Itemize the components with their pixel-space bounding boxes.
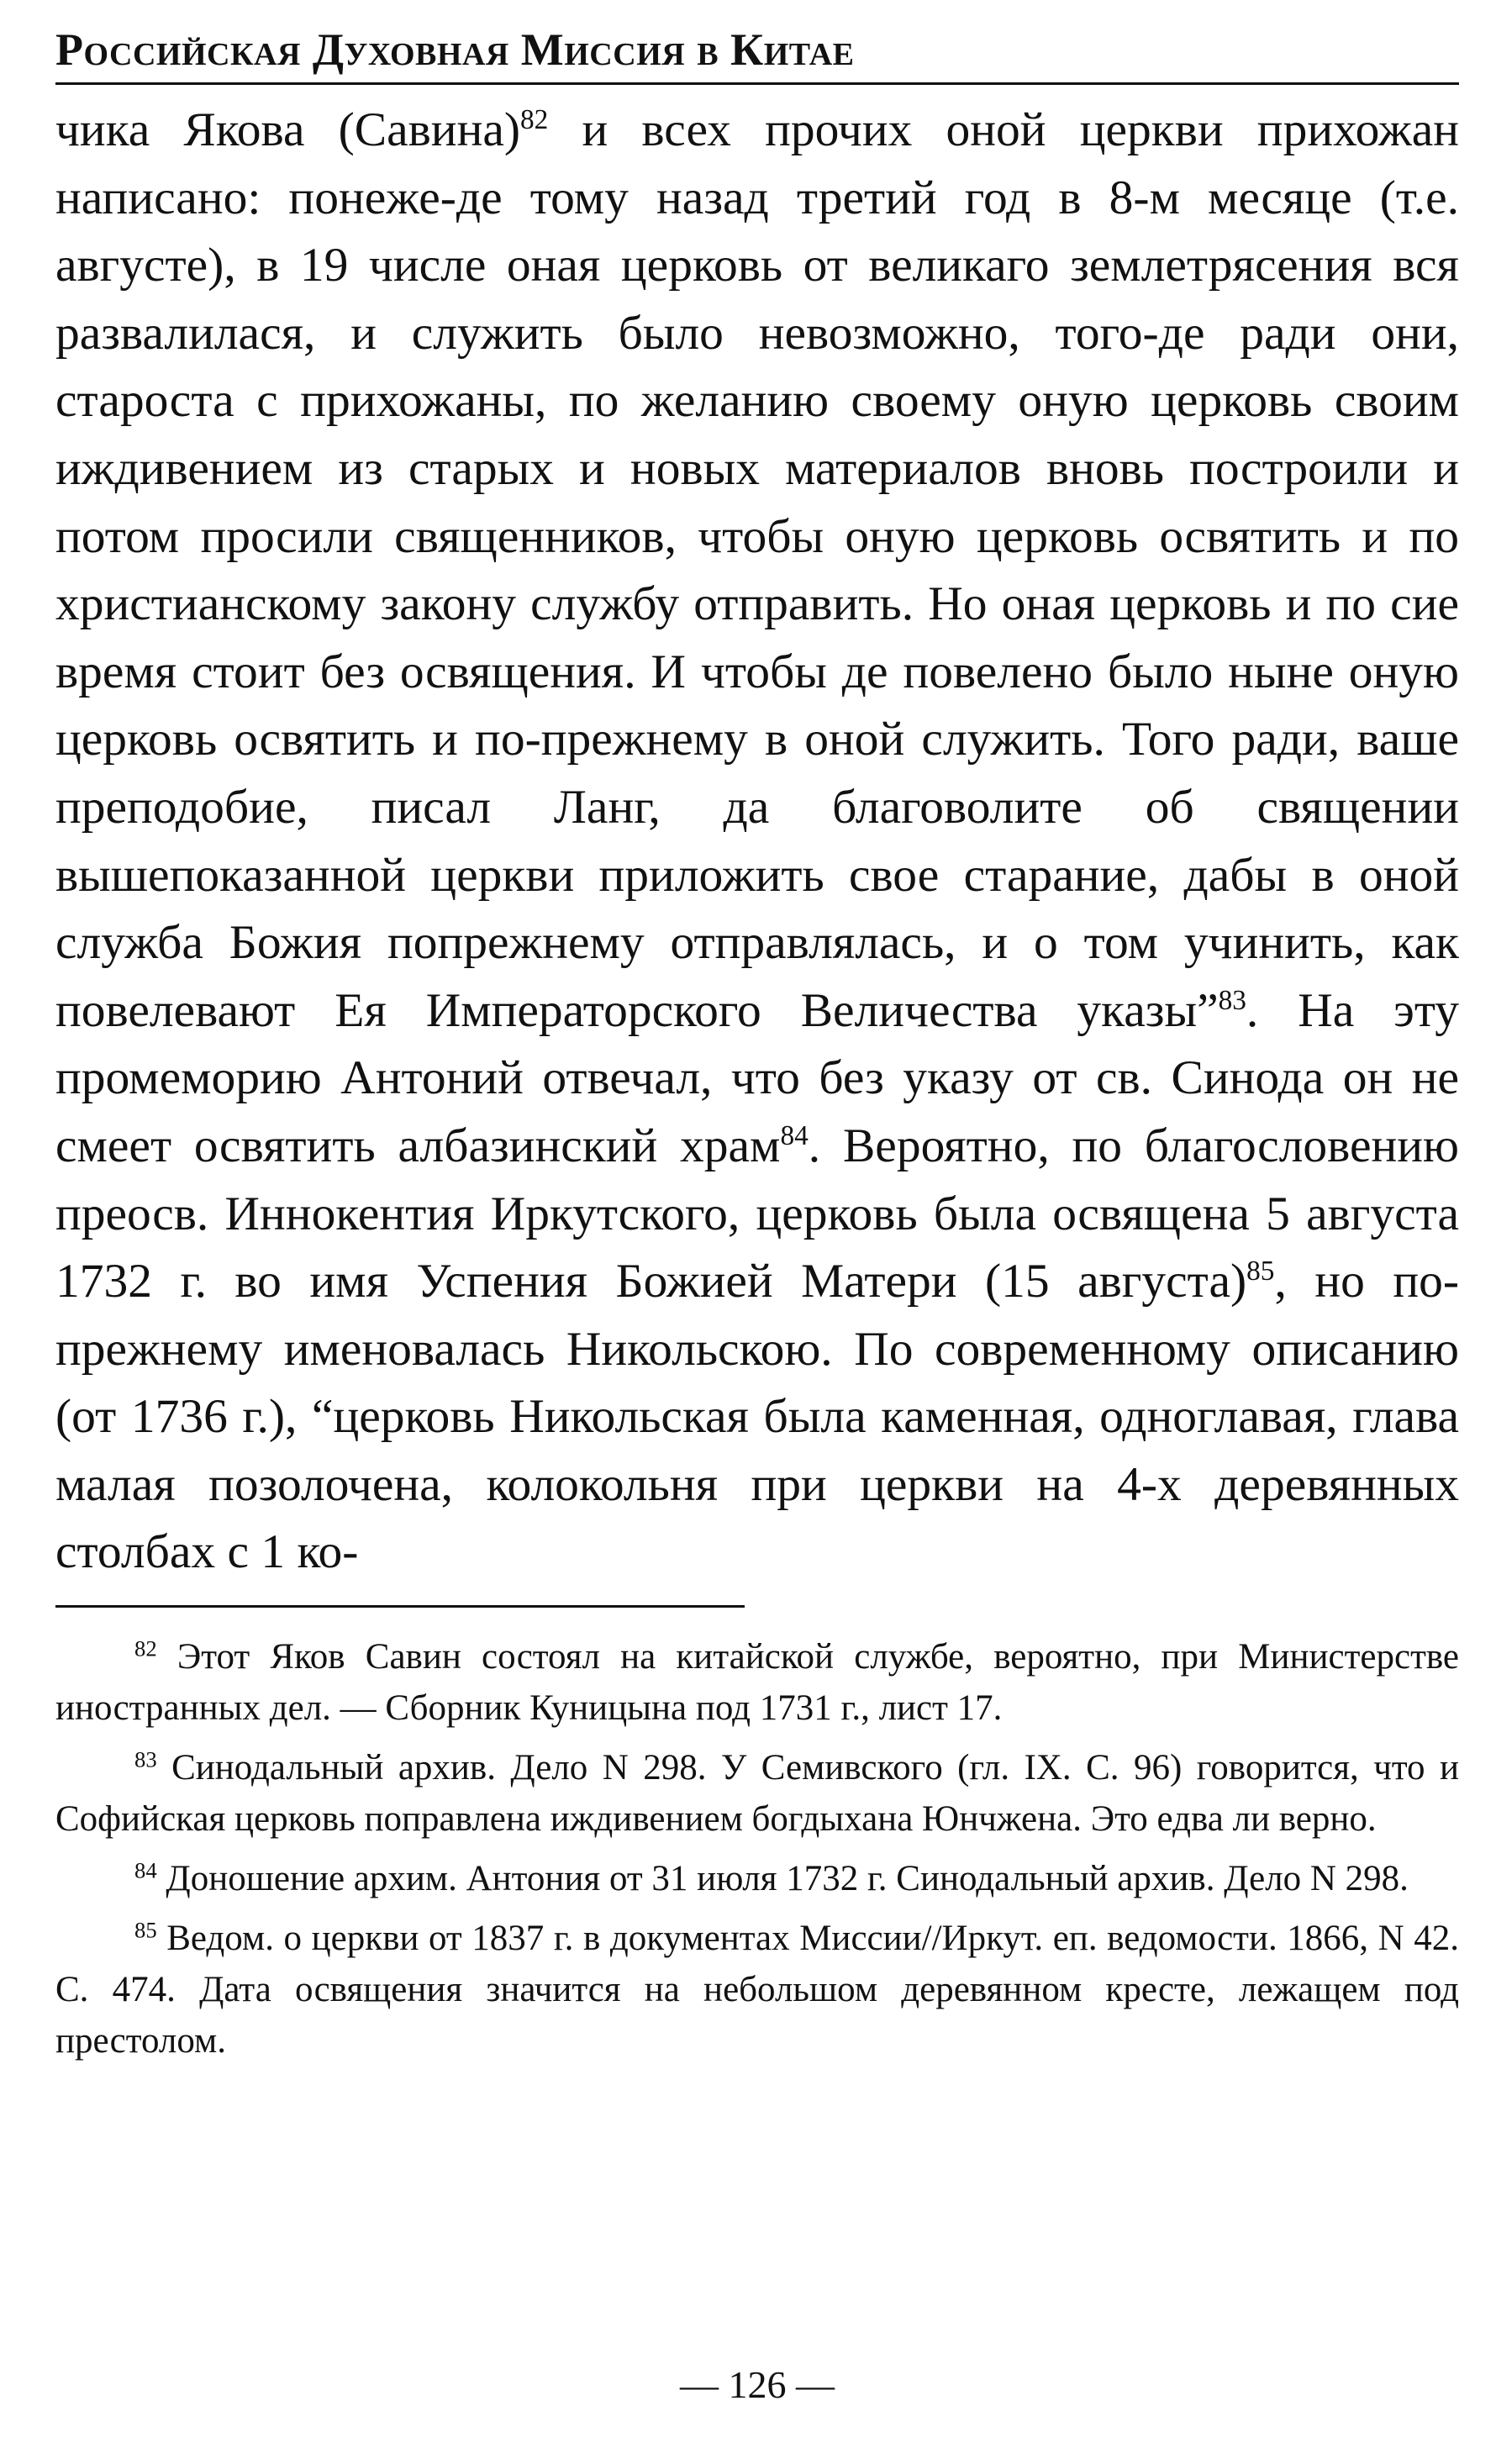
body-text-part-3: . На эту промеморию Антоний отвечал, что без указу от св. Синода он не смеет освятить албазинский храм	[55, 983, 1459, 1172]
footnote-85	[55, 1913, 1459, 2066]
footnote-text: Доношение архим. Антония от 31 июля 1732 г. Синодальный архив. Дело N 298.	[156, 1859, 1409, 1899]
footnote-number: 82	[134, 1635, 157, 1661]
body-text-part-5: , но по-прежнему именовалась Никольскою. По современному описанию (от 1736 г.), “церковь Никольская была каменная, одноглавая, глава малая позолочена, колокольня при церкви на 4-х деревянных столбах с 1 ко-	[55, 1255, 1459, 1579]
note-ref-84: 84	[780, 1119, 809, 1151]
body-paragraph	[55, 97, 1459, 1587]
book-page	[55, 20, 1459, 2406]
footnote-number: 84	[134, 1857, 157, 1883]
body-text-part-2: и всех прочих оной церкви прихожан написано: понеже-де тому назад третий год в 8-м месяце (т.е. августе), в 19 числе оная церковь от великаго землетрясения вся развалилася, и служить было невозможно, того-де ради они, староста с прихожаны, по желанию своему оную церковь своим иждивением из старых и новых материалов вновь построили и потом просили священников, чтобы оную церковь освятить и по христианскому закону службу отправить. Но оная церковь и по сие время стоит без освящения. И чтобы де повелено было ныне оную церковь освятить и по-прежнему в оной служить. Того ради, ваше преподобие, писал Ланг, да благоволите об священии вышепоказанной церкви приложить свое старание, дабы в оной служба Божия попрежнему отправлялась, и о том учинить, как повелевают Ея Императорского Величества указы”	[55, 103, 1459, 1037]
footnote-83	[55, 1742, 1459, 1845]
body-text-part-1: чика Якова (Савина)	[55, 103, 521, 156]
footnote-number: 83	[134, 1746, 157, 1772]
footnote-divider	[55, 1605, 745, 1608]
footnote-82	[55, 1631, 1459, 1734]
footnote-text: Синодальный архив. Дело N 298. У Семивского (гл. IX. С. 96) говорится, что и Софийская церковь поправлена иждивением богдыхана Юнчжена. Это едва ли верно.	[55, 1748, 1459, 1840]
page-number: — 126 —	[680, 2363, 835, 2406]
body-text-part-4: . Вероятно, по благословению преосв. Иннокентия Иркутского, церковь была освящена 5 августа 1732 г. во имя Успения Божией Матери (15 августа)	[55, 1119, 1459, 1308]
footnote-text: Ведом. о церкви от 1837 г. в документах Миссии//Иркут. еп. ведомости. 1866, N 42. С. 474. Дата освящения значится на небольшом деревянном кресте, лежащем под престолом.	[55, 1919, 1459, 2061]
note-ref-83: 83	[1218, 984, 1246, 1016]
running-head: Российская Духовная Миссия в Китае	[55, 20, 1459, 85]
note-ref-82: 82	[520, 104, 549, 135]
footnote-number: 85	[134, 1917, 157, 1943]
note-ref-85: 85	[1246, 1256, 1275, 1287]
footnotes	[55, 1631, 1459, 2066]
main-text	[55, 97, 1459, 1587]
footnote-84	[55, 1853, 1459, 1904]
footnote-text: Этот Яков Савин состоял на китайской службе, вероятно, при Министерстве иностранных дел. — Сборник Куницына под 1731 г., лист 17.	[55, 1637, 1459, 1729]
